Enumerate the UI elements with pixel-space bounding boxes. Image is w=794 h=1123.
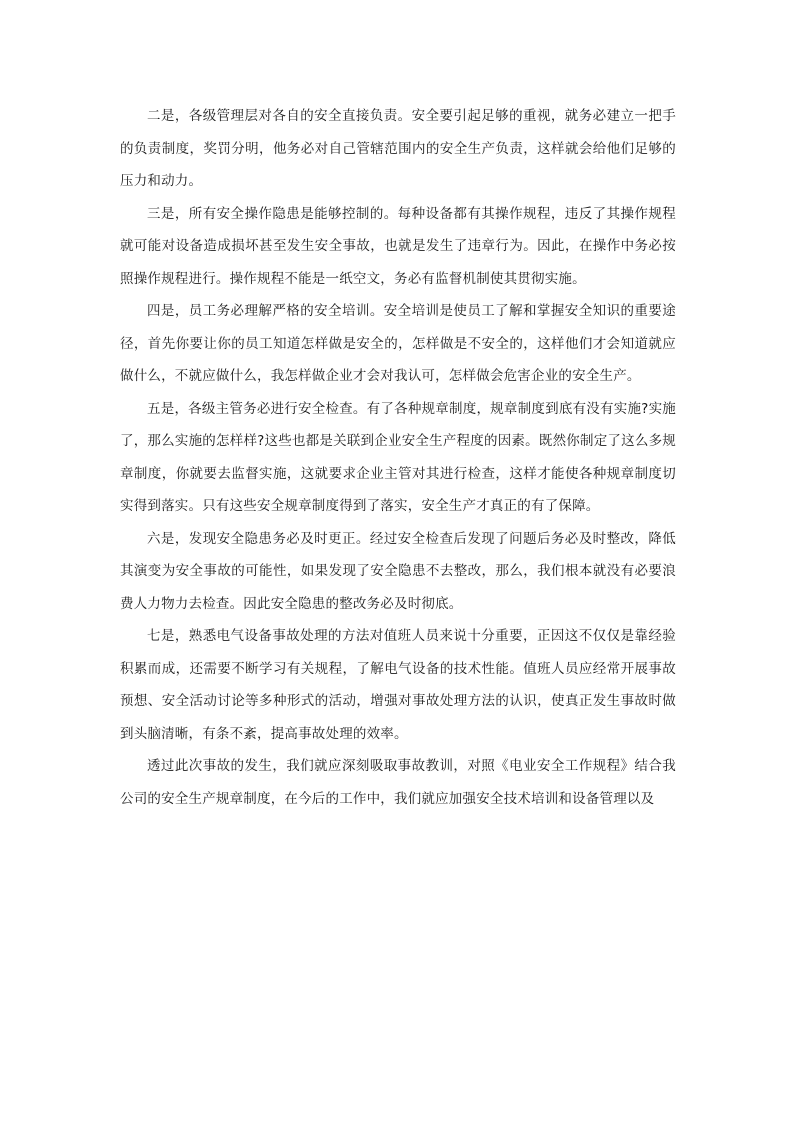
paragraph-point-two: 二是，各级管理层对各自的安全直接负责。安全要引起足够的重视，就务必建立一把手的负责制度，奖罚分明，他务必对自己管辖范围内的安全生产负责，这样就会给他们足够的压力和动力。	[120, 108, 676, 189]
paragraph-point-four: 四是，员工务必理解严格的安全培训。安全培训是使员工了解和掌握安全知识的重要途径，首先你要让你的员工知道怎样做是安全的，怎样做是不安全的，这样他们才会知道就应做什么，不就应做什么，我怎样做企业才会对我认可，怎样做会危害企业的安全生产。	[120, 303, 676, 384]
paragraph-point-three: 三是，所有安全操作隐患是能够控制的。每种设备都有其操作规程，违反了其操作规程就可能对设备造成损坏甚至发生安全事故，也就是发生了违章行为。因此，在操作中务必按照操作规程进行。操作规程不能是一纸空文，务必有监督机制使其贯彻实施。	[120, 205, 676, 287]
paragraph-point-six: 六是，发现安全隐患务必及时更正。经过安全检查后发现了问题后务必及时整改，降低其演变为安全事故的可能性，如果发现了安全隐患不去整改，那么，我们根本就没有必要浪费人力物力去检查。因此安全隐患的整改务必及时彻底。	[120, 530, 676, 612]
paragraph-point-five: 五是，各级主管务必进行安全检查。有了各种规章制度，规章制度到底有没有实施?实施了，那么实施的怎样样?这些也都是关联到企业安全生产程度的因素。既然你制定了这么多规章制度，你就要去监督实施，这就要求企业主管对其进行检查，这样才能使各种规章制度切实得到落实。只有这些安全规章制度得到了落实，安全生产才真正的有了保障。	[120, 400, 676, 514]
paragraph-conclusion: 透过此次事故的发生，我们就应深刻吸取事故教训，对照《电业安全工作规程》结合我公司的安全生产规章制度，在今后的工作中，我们就应加强安全技术培训和设备管理以及	[120, 758, 676, 807]
paragraph-point-seven: 七是，熟悉电气设备事故处理的方法对值班人员来说十分重要，正因这不仅仅是靠经验积累而成，还需要不断学习有关规程，了解电气设备的技术性能。值班人员应经常开展事故预想、安全活动讨论等多种形式的活动，增强对事故处理方法的认识，使真正发生事故时做到头脑清晰，有条不紊，提高事故处理的效率。	[120, 628, 676, 742]
document-body	[120, 100, 676, 815]
